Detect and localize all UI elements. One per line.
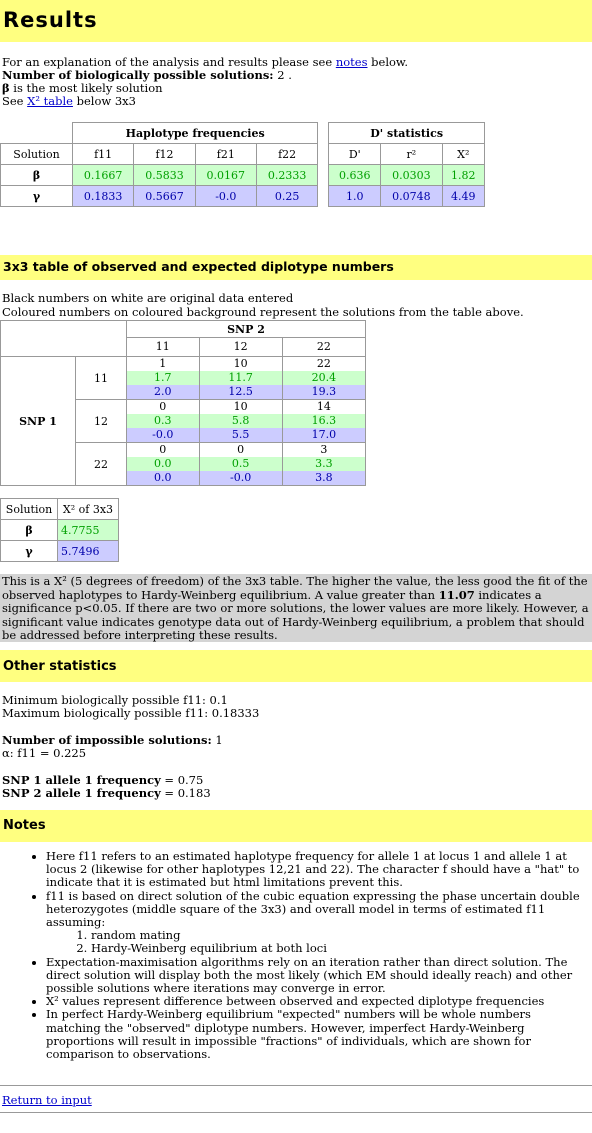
legend-line-1: Black numbers on white are original data entered	[2, 291, 294, 305]
cell: 0.2333	[256, 165, 317, 186]
notes-list	[0, 850, 586, 1061]
col-dprime: D'	[329, 144, 381, 165]
cell: 0.0167	[195, 165, 256, 186]
return-to-input-link[interactable]: Return to input	[2, 1093, 92, 1107]
snp1-label: SNP 1	[1, 357, 76, 486]
cell: 5.7496	[58, 541, 119, 562]
col-solution: Solution	[1, 144, 73, 165]
col-f21: f21	[195, 144, 256, 165]
notes-link[interactable]: notes	[335, 55, 368, 69]
col-chi2-3x3: X² of 3x3	[58, 499, 119, 520]
col-f12: f12	[134, 144, 195, 165]
solution-label: γ	[1, 541, 58, 562]
note-2: • f11 is based on direct solution of the cubic equation expressing the phase uncertain double heterozygotes (middle square of the 3x3) and overall model in terms of estimated f11 assuming: 1. random mating 2. Hardy-Weinberg equilibrium at both loci	[46, 890, 586, 956]
snp2-label: SNP 2	[127, 321, 366, 338]
snp2-allele-frequency: SNP 2 allele 1 frequency = 0.183	[2, 786, 211, 800]
chi-square-table	[0, 498, 119, 562]
max-f11: Maximum biologically possible f11: 0.18333	[2, 706, 260, 720]
diplotype-section-header: 3x3 table of observed and expected diplotype numbers	[0, 255, 592, 280]
solution-label: γ	[1, 186, 73, 207]
group-haplotype-frequencies: Haplotype frequencies	[72, 123, 317, 144]
page-title: Results	[3, 8, 98, 32]
cell-22-11: 0 0.0 0.0	[127, 443, 200, 486]
cell: 4.49	[442, 186, 484, 207]
table-row-gamma	[1, 541, 119, 562]
col-solution: Solution	[1, 499, 58, 520]
col-22: 22	[282, 338, 365, 357]
intro-line-1: For an explanation of the analysis and results please see notes below.	[2, 55, 409, 69]
intro-line-4: See X² table below 3x3	[2, 94, 136, 108]
note-5: • In perfect Hardy-Weinberg equilibrium "expected" numbers will be whole numbers matching the "observed" diplotype numbers. However, imperfect Hardy-Weinberg proportions will result in impossible "fractions" of individuals, which are shown for comparison to observations.	[46, 1008, 586, 1061]
snp1-allele-frequency: SNP 1 allele 1 frequency = 0.75	[2, 773, 204, 787]
legend-line-2: Coloured numbers on coloured background represent the solutions from the table above.	[2, 305, 524, 319]
notes-header: Notes	[0, 810, 592, 842]
diplotype-table	[0, 320, 366, 486]
cell: -0.0	[195, 186, 256, 207]
table-row-beta	[1, 165, 485, 186]
table-row-gamma	[1, 186, 485, 207]
cell: 0.1833	[72, 186, 133, 207]
solution-label: β	[1, 165, 73, 186]
other-statistics-header: Other statistics	[0, 650, 592, 682]
cell: 1.0	[329, 186, 381, 207]
note-1: • Here f11 refers to an estimated haplotype frequency for allele 1 at locus 1 and allele 1 at locus 2 (likewise for other haplotypes 12,21 and 22). The character f should have a "hat" to indicate that it is estimated but html limitations prevent this.	[46, 850, 586, 890]
intro-line-3: β is the most likely solution	[2, 81, 163, 95]
cell-11-22: 22 20.4 19.3	[282, 357, 365, 400]
chi-square-explanation: This is a X² (5 degrees of freedom) of the 3x3 table. The higher the value, the less good the fit of the observed haplotypes to Hardy-Weinberg equilibrium. A value greater than 11.07 indicates a significance p<0.05. If there are two or more solutions, the lower values are more likely. However, a significant value indicates genotype data out of Hardy-Weinberg equilibrium, a problem that should be addressed before interpreting these results.	[0, 574, 592, 642]
row-22-label: 22	[76, 443, 127, 486]
col-12: 12	[199, 338, 282, 357]
impossible-solutions: Number of impossible solutions: 1	[2, 733, 223, 747]
note-3: • Expectation-maximisation algorithms rely on an iteration rather than direct solution. The direct solution will display both the most likely (which EM should ideally reach) and other possible solutions where iterations may converge in error.	[46, 956, 586, 996]
solution-label: β	[1, 520, 58, 541]
note-2b: 2. Hardy-Weinberg equilibrium at both loci	[91, 942, 586, 955]
cell-22-12: 0 0.5 -0.0	[199, 443, 282, 486]
col-f22: f22	[256, 144, 317, 165]
cell-22-22: 3 3.3 3.8	[282, 443, 365, 486]
cell: 0.5833	[134, 165, 195, 186]
divider-top	[0, 1085, 592, 1086]
chi-table-link[interactable]: X² table	[27, 94, 73, 108]
cell-12-11: 0 0.3 -0.0	[127, 400, 200, 443]
note-2a: 1. random mating	[91, 929, 586, 942]
cell-12-22: 14 16.3 17.0	[282, 400, 365, 443]
divider-bottom	[0, 1112, 592, 1113]
min-f11: Minimum biologically possible f11: 0.1	[2, 693, 228, 707]
row-12-label: 12	[76, 400, 127, 443]
cell-11-12: 10 11.7 12.5	[199, 357, 282, 400]
cell-11-11: 1 1.7 2.0	[127, 357, 200, 400]
col-f11: f11	[72, 144, 133, 165]
col-11: 11	[127, 338, 200, 357]
cell: 0.0303	[381, 165, 442, 186]
group-d-statistics: D' statistics	[329, 123, 485, 144]
cell: 4.7755	[58, 520, 119, 541]
table-row-beta	[1, 520, 119, 541]
cell: 0.25	[256, 186, 317, 207]
note-4: • X² values represent difference between observed and expected diplotype frequencies	[46, 995, 586, 1008]
cell-12-12: 10 5.8 5.5	[199, 400, 282, 443]
cell: 0.1667	[72, 165, 133, 186]
return-line	[2, 1094, 92, 1107]
col-r2: r²	[381, 144, 442, 165]
results-header	[0, 0, 592, 42]
cell: 0.636	[329, 165, 381, 186]
cell: 1.82	[442, 165, 484, 186]
col-chi2: X²	[442, 144, 484, 165]
alpha-f11: α: f11 = 0.225	[2, 746, 87, 760]
intro-line-2: Number of biologically possible solutions: 2 .	[2, 68, 292, 82]
haplotype-frequency-table	[0, 122, 485, 207]
cell: 0.0748	[381, 186, 442, 207]
cell: 0.5667	[134, 186, 195, 207]
row-11-label: 11	[76, 357, 127, 400]
